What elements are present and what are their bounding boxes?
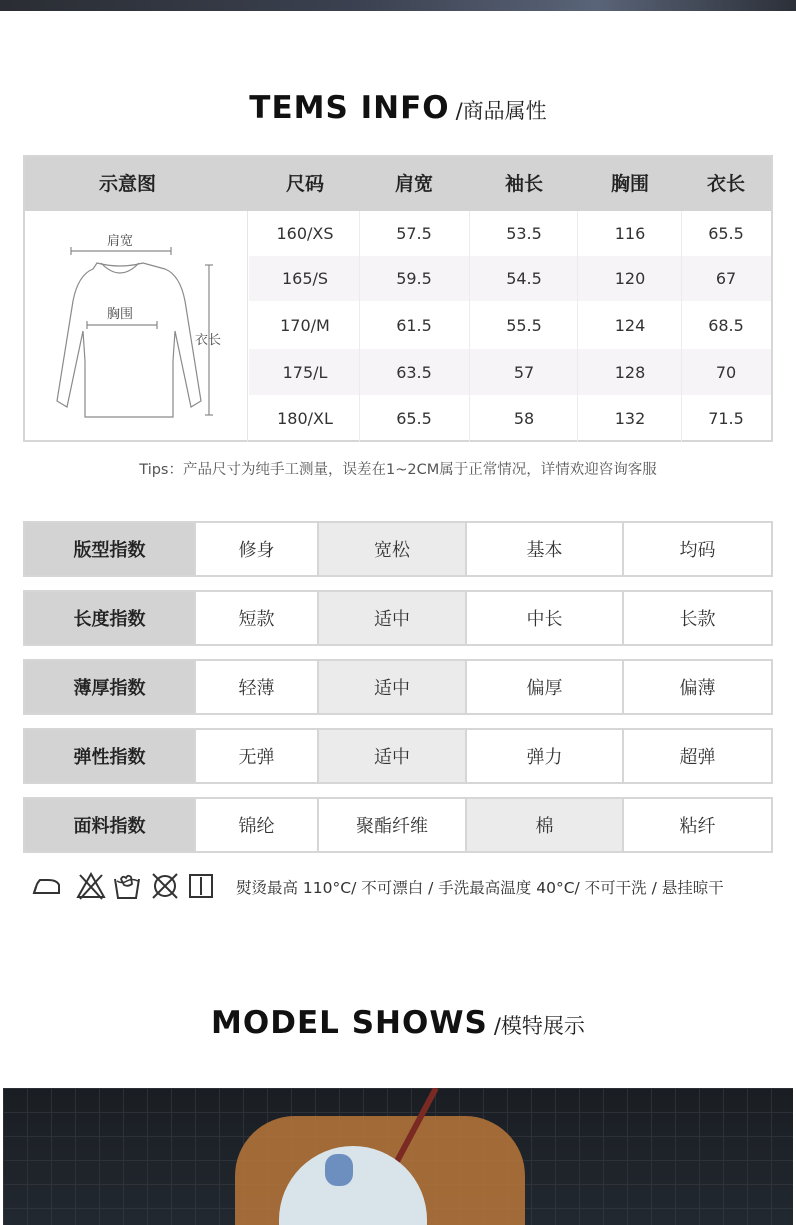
size-cell-length: 71.5 <box>708 409 744 428</box>
index-option-selected: 宽松 <box>317 523 465 575</box>
size-cell-shoulder: 61.5 <box>396 315 432 335</box>
size-table <box>23 155 773 442</box>
size-cell-shoulder: 59.5 <box>396 269 432 288</box>
index-option: 偏厚 <box>465 661 622 713</box>
header-shoulder: 肩宽 <box>394 173 433 195</box>
index-option: 聚酯纤维 <box>317 799 465 851</box>
cap-logo-icon <box>325 1154 353 1186</box>
diagram-shoulder-label: 肩宽 <box>107 234 134 249</box>
size-row <box>249 301 771 349</box>
size-cell-sleeve: 58 <box>513 409 535 428</box>
care-instructions-text: 熨烫最高 110°C/ 不可漂白 / 手洗最高温度 40°C/ 不可干洗 / 悬挂晾干 <box>236 879 724 897</box>
items-info-title <box>0 90 796 126</box>
diagram-length-label: 衣长 <box>195 333 222 348</box>
model-shows-title-cn: /模特展示 <box>493 1014 585 1038</box>
index-option-selected: 适中 <box>317 661 465 713</box>
diagram-chest-label: 胸围 <box>107 307 134 322</box>
size-cell-shoulder: 57.5 <box>396 224 432 243</box>
index-row <box>23 521 773 577</box>
size-row <box>249 349 771 395</box>
index-option: 无弹 <box>194 730 317 782</box>
size-cell-size: 180/XL <box>277 409 333 428</box>
size-cell-shoulder: 63.5 <box>396 362 432 382</box>
index-option: 修身 <box>194 523 317 575</box>
size-cell-size: 170/M <box>280 315 330 335</box>
index-option: 基本 <box>465 523 622 575</box>
index-option: 均码 <box>622 523 771 575</box>
index-option: 偏薄 <box>622 661 771 713</box>
index-option: 粘纤 <box>622 799 771 851</box>
header-diagram: 示意图 <box>98 173 156 195</box>
size-cell-chest: 124 <box>614 315 646 335</box>
index-label: 薄厚指数 <box>25 661 194 713</box>
no-dry-clean-icon <box>150 871 180 901</box>
index-label: 长度指数 <box>25 592 194 644</box>
index-option: 长款 <box>622 592 771 644</box>
size-table-header <box>25 157 771 211</box>
index-row <box>23 797 773 853</box>
header-chest: 胸围 <box>610 173 649 195</box>
size-cell-length: 65.5 <box>708 224 744 243</box>
size-cell-chest: 132 <box>614 409 646 428</box>
index-label: 版型指数 <box>25 523 194 575</box>
index-label: 面料指数 <box>25 799 194 851</box>
size-cell-length: 70 <box>715 362 737 382</box>
size-cell-length: 67 <box>715 269 737 288</box>
index-option: 锦纶 <box>194 799 317 851</box>
index-option-selected: 棉 <box>465 799 622 851</box>
measurement-tips: Tips：产品尺寸为纯手工测量，误差在1~2CM属于正常情况，详情欢迎咨询客服 <box>139 462 657 478</box>
index-row <box>23 590 773 646</box>
index-option: 弹力 <box>465 730 622 782</box>
hand-wash-icon <box>112 871 142 901</box>
model-shows-title-en: MODEL SHOWS <box>211 1005 488 1041</box>
index-option: 超弹 <box>622 730 771 782</box>
size-row <box>249 395 771 442</box>
size-cell-length: 68.5 <box>708 315 744 335</box>
top-photo-strip <box>0 0 796 11</box>
size-cell-shoulder: 65.5 <box>396 409 432 428</box>
iron-icon <box>32 871 62 901</box>
size-row <box>249 211 771 256</box>
index-option-selected: 适中 <box>317 730 465 782</box>
model-photo <box>3 1088 793 1225</box>
index-option-selected: 适中 <box>317 592 465 644</box>
header-size: 尺码 <box>285 173 324 195</box>
size-cell-chest: 128 <box>614 362 646 382</box>
model-shows-title <box>0 1005 796 1041</box>
size-cell-sleeve: 54.5 <box>506 269 542 288</box>
header-sleeve: 袖长 <box>504 173 543 195</box>
index-label: 弹性指数 <box>25 730 194 782</box>
header-length: 衣长 <box>706 173 745 195</box>
items-info-title-en: TEMS INFO <box>249 90 450 126</box>
size-cell-sleeve: 55.5 <box>506 315 542 335</box>
index-option: 中长 <box>465 592 622 644</box>
garment-diagram <box>25 211 248 442</box>
no-bleach-icon <box>76 871 106 901</box>
size-cell-chest: 120 <box>614 269 646 288</box>
size-cell-size: 175/L <box>282 362 328 382</box>
size-cell-sleeve: 53.5 <box>506 224 542 243</box>
size-cell-size: 165/S <box>281 269 329 288</box>
index-option: 短款 <box>194 592 317 644</box>
size-cell-size: 160/XS <box>276 224 334 243</box>
sweater-outline-icon <box>25 211 248 442</box>
index-option: 轻薄 <box>194 661 317 713</box>
index-row <box>23 659 773 715</box>
index-row <box>23 728 773 784</box>
items-info-title-cn: /商品属性 <box>455 99 547 123</box>
size-row <box>249 256 771 301</box>
hang-dry-icon <box>186 871 216 901</box>
size-cell-chest: 116 <box>614 224 646 243</box>
size-cell-sleeve: 57 <box>513 362 535 382</box>
